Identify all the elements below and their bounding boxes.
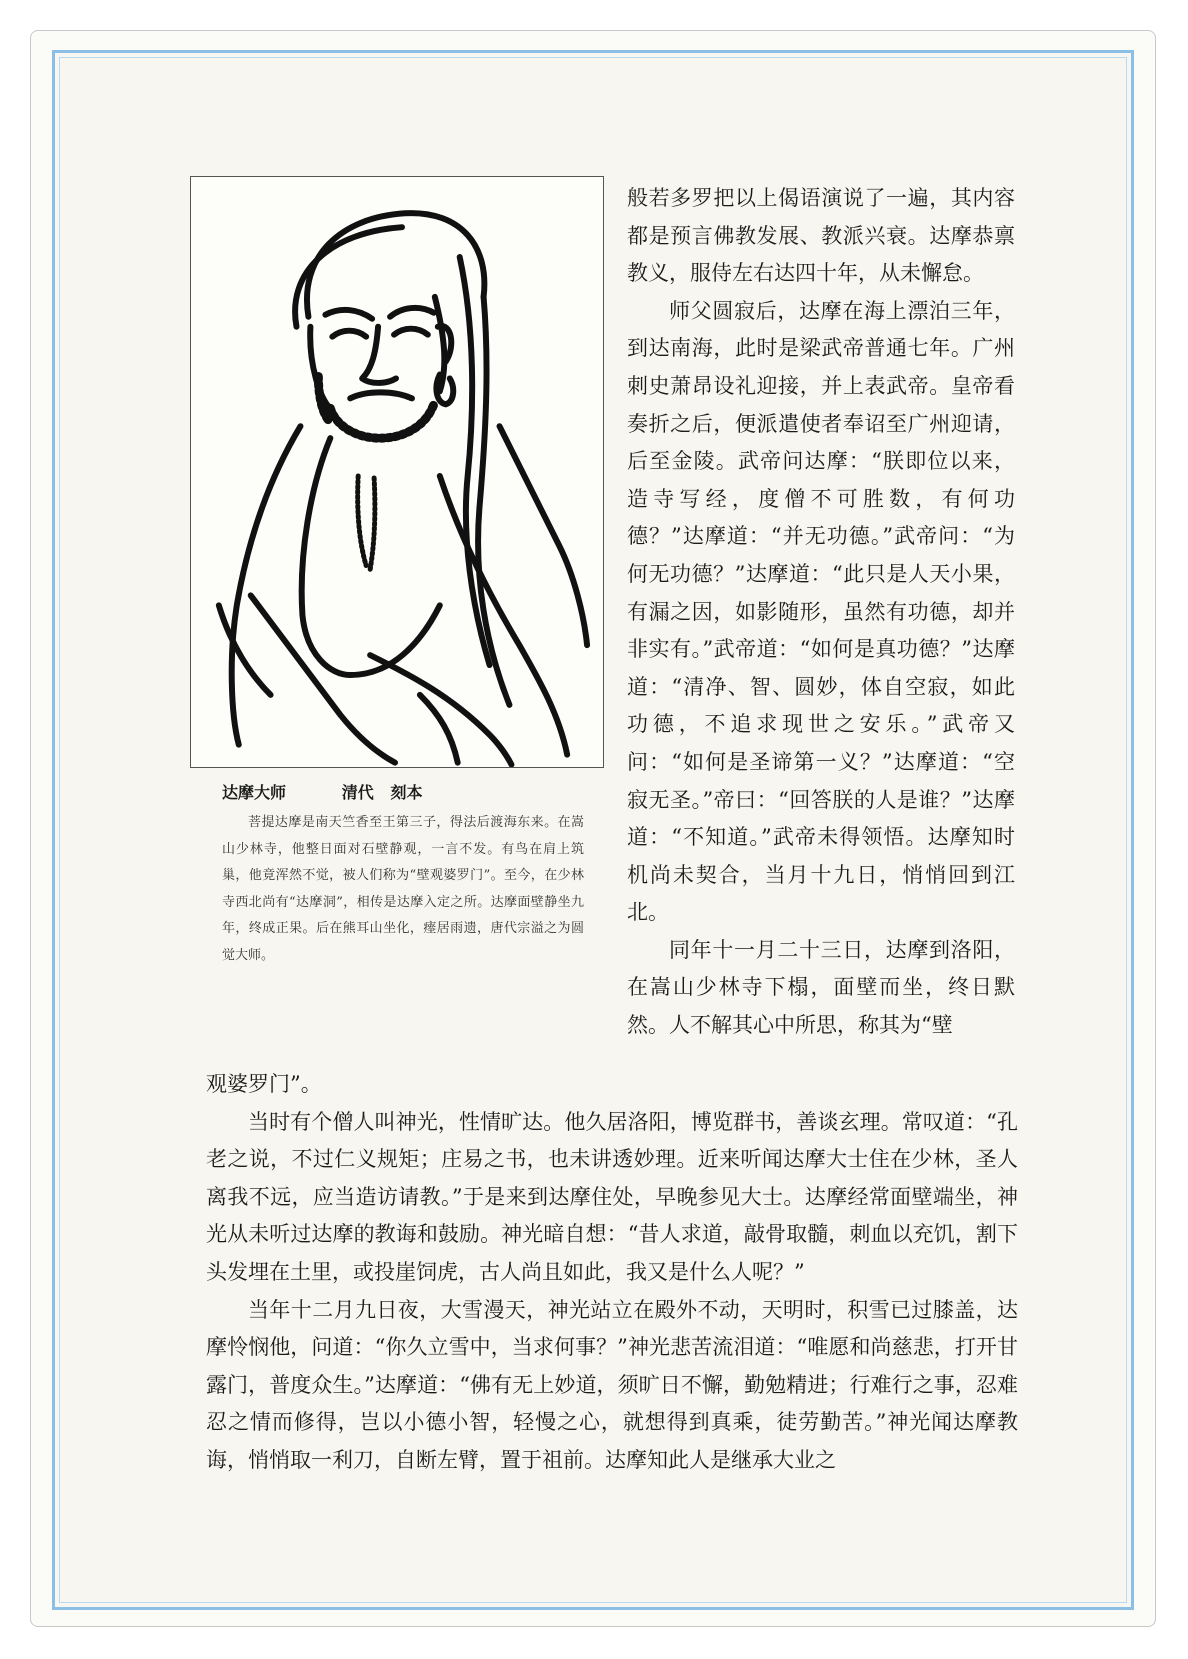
paragraph: 同年十一月二十三日，达摩到洛阳，在嵩山少林寺下榻，面壁而坐，终日默然。人不解其心中所思，称其为“壁 (627, 937, 1015, 1038)
caption-title-line (222, 780, 602, 803)
bodhidharma-woodcut-illustration (190, 176, 604, 768)
caption-body: 菩提达摩是南天竺香至王第三子，得法后渡海东来。在嵩山少林寺，他整日面对石壁静观，一言不发。有鸟在肩上筑巢，他竟浑然不觉，被人们称为“壁观婆罗门”。至今，在少林寺西北尚有“达摩洞”，相传是达摩入定之所。达摩面壁静坐九年，终成正果。后在熊耳山坐化，瘗居雨遗，唐代宗溢之为圆觉大师。 (222, 815, 584, 963)
caption-dynasty: 清代 (341, 783, 374, 802)
caption-medium: 刻本 (390, 783, 423, 802)
paragraph: 当年十二月九日夜，大雪漫天，神光站立在殿外不动，天明时，积雪已过膝盖，达摩怜悯他，问道：“你久立雪中，当求何事？”神光悲苦流泪道：“唯愿和尚慈悲，打开甘露门，普度众生。”达摩道：“佛有无上妙道，须旷日不懈，勤勉精进；行难行之事，忍难忍之情而修得，岂以小德小智，轻慢之心，就想得到真乘，徒劳勤苦。”神光闻达摩教诲，悄悄取一利刀，自断左臂，置于祖前。达摩知此人是继承大业之 (206, 1297, 1018, 1472)
paragraph: 师父圆寂后，达摩在海上漂泊三年，到达南海，此时是梁武帝普通七年。广州刺史萧昂设礼迎接，并上表武帝。皇帝看奏折之后，便派遣使者奉诏至广州迎请，后至金陵。武帝问达摩：“朕即位以来，造寺写经，度僧不可胜数，有何功德？”达摩道：“并无功德。”武帝问：“为何无功德？”达摩道：“此只是人天小果，有漏之因，如影随形，虽然有功德，却并非实有。”武帝道：“如何是真功德？”达摩道：“清净、智、圆妙，体自空寂，如此功德，不追求现世之安乐。”武帝又问：“如何是圣谛第一义？”达摩道：“空寂无圣。”帝曰：“回答朕的人是谁？”达摩道：“不知道。”武帝未得领悟。达摩知时机尚未契合，当月十九日，悄悄回到江北。 (627, 298, 1015, 925)
paragraph: 般若多罗把以上偈语演说了一遍，其内容都是预言佛教发展、教派兴衰。达摩恭禀教义，服侍左右达四十年，从未懈怠。 (627, 186, 1015, 286)
paragraph: 当时有个僧人叫神光，性情旷达。他久居洛阳，博览群书，善谈玄理。常叹道：“孔老之说，不过仁义规矩；庄易之书，也未讲透妙理。近来听闻达摩大士住在少林，圣人离我不远，应当造访请教。”于是来到达摩住处，早晚参见大士。达摩经常面壁端坐，神光从未听过达摩的教诲和鼓励。神光暗自想：“昔人求道，敲骨取髓，刺血以充饥，割下头发埋在土里，或投崖饲虎，古人尚且如此，我又是什么人呢？” (206, 1109, 1018, 1284)
bodhidharma-portrait-drawing (191, 177, 603, 767)
caption-title: 达摩大师 (222, 783, 287, 802)
full-width-text-column (206, 1066, 1018, 1480)
right-text-column (627, 180, 1015, 1045)
paragraph: 观婆罗门”。 (206, 1072, 322, 1096)
